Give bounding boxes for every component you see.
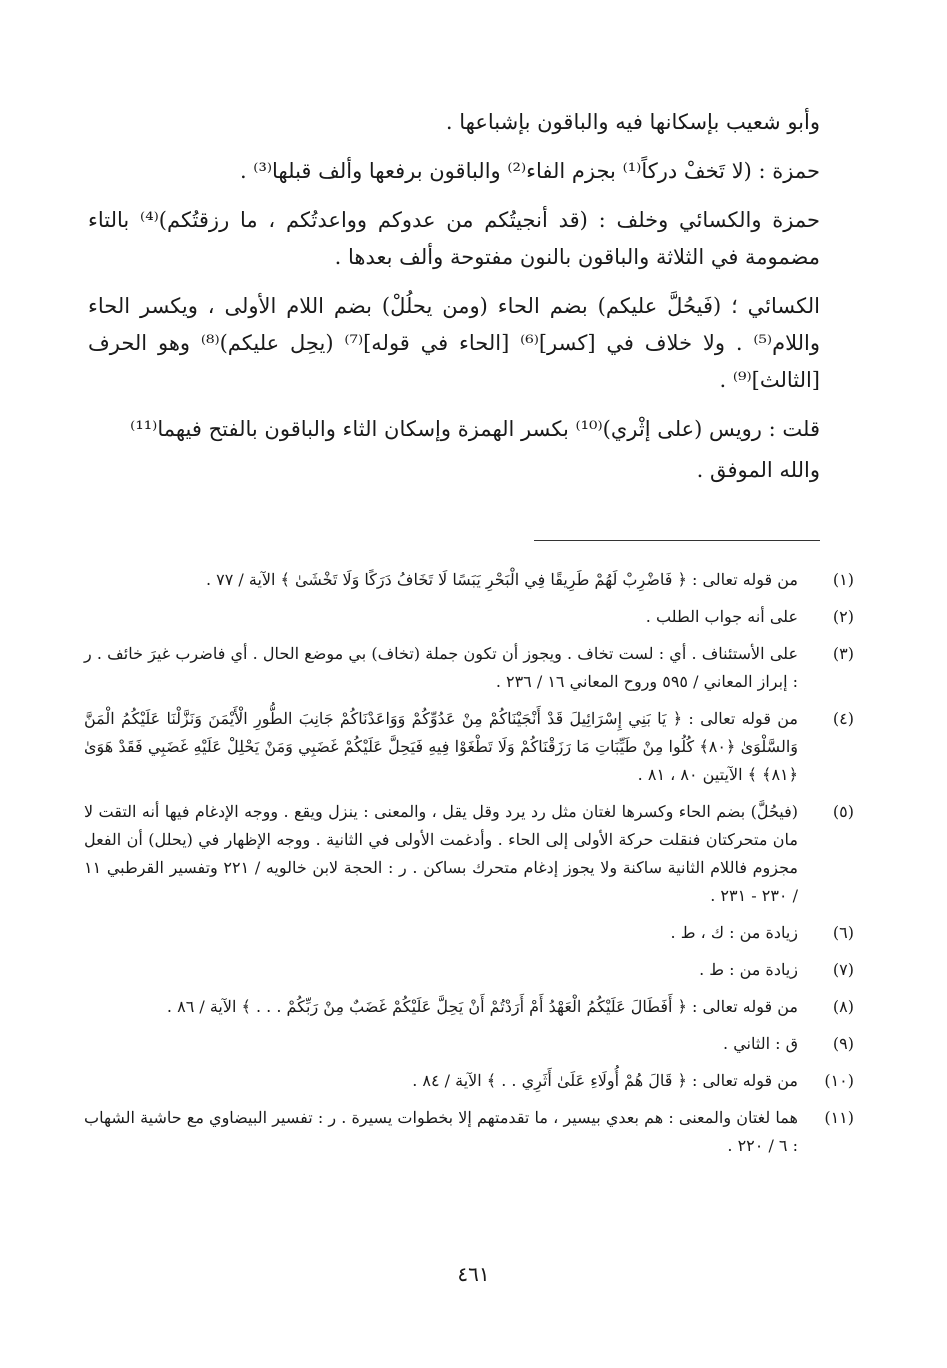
paragraph: حمزة : (لا تَخفْ دركاً⁽¹⁾ بجزم الفاء⁽²⁾ والباقون برفعها وألف قبلها⁽³⁾ . [239,159,820,183]
footnote-text: من قوله تعالى : ﴿ فَاضْرِبْ لَهُمْ طَرِيقًا فِي الْبَحْرِ يَبَسًا لَا تَخَافُ دَرَكًا وَلَا تَخْشَىٰ ﴾ الآية / ٧٧ . [205,570,798,589]
footnote [84,603,854,631]
footnote-number: (٨) [832,997,854,1016]
footnote [84,1104,854,1160]
paragraph: قلت : رويس (على إثْري)⁽¹⁰⁾ بكسر الهمزة وإسكان الثاء والباقون بالفتح فيهما⁽¹¹⁾ [130,417,820,441]
footnote-number: (٢) [832,607,854,626]
paragraph: وأبو شعيب بإسكانها فيه والباقون بإشباعها . [445,110,820,134]
footnote-number: (١١) [824,1108,854,1127]
footnote-number: (١) [832,570,854,589]
footnote-text: من قوله تعالى : ﴿ قَالَ هُمْ أُولَاءِ عَلَىٰ أَثَرِي . . ﴾ الآية / ٨٤ . [412,1071,798,1090]
footnote [84,956,854,984]
footnote-text: من قوله تعالى : ﴿ يَا بَنِي إِسْرَائِيلَ قَدْ أَنْجَيْنَاكُمْ مِنْ عَدُوِّكُمْ وَوَاعَدْنَاكُمْ جَانِبَ الطُّورِ الْأَيْمَنَ وَنَزَّلْنَا عَلَيْكُمُ الْمَنَّ وَالسَّلْوَىٰ ﴿٨٠﴾ كُلُوا مِنْ طَيِّبَاتِ مَا رَزَقْنَاكُمْ وَلَا تَطْغَوْا فِيهِ فَيَحِلَّ عَلَيْكُمْ غَضَبِي وَمَنْ يَحْلِلْ عَلَيْهِ غَضَبِي فَقَدْ هَوَىٰ ﴿٨١﴾ ﴾ الآيتين ٨٠ ، ٨١ . [84,709,798,784]
footnote-text: (فيحُلَّ) بضم الحاء وكسرها لغتان مثل رد يرد وقل يقل ، والمعنى : ينزل ويقع . ووجه الإدغام فيها أنه التقت لا مان متحركتان فنقلت حركة الأولى إلى الحاء . وأدغمت الأولى في الثانية . ووجه الإظهار في (يحلل) أن الفعل مجزوم فاللام الثانية ساكنة ولا يجوز إدغام متحرك بساكن . ر : الحجة لابن خالويه / ٢٢١ وتفسير القرطبي ١١ / ٢٣٠ - ٢٣١ . [84,802,799,905]
paragraph: والله الموفق . [696,458,820,482]
page-number: ٤٦١ [457,1262,490,1286]
footnote-text: هما لغتان والمعنى : هم بعدي بيسير ، ما تقدمتهم إلا بخطوات يسيرة . ر : تفسير البيضاوي مع حاشية الشهاب : ٦ / ٢٢٠ . [84,1108,798,1155]
footnote-number: (٦) [832,923,854,942]
footnote-text: على أنه جواب الطلب . [645,607,798,626]
footnote-text: زيادة من : ط . [699,960,798,979]
footnote [84,919,854,947]
footnotes [84,566,854,1169]
footnote [84,705,854,789]
paragraph: الكسائي ؛ (فَيحُلَّ عليكم) بضم الحاء (ومن يحلُلْ) بضم اللام الأولى ، ويكسر الحاء واللام⁽⁵⁾ . ولا خلاف في [كسر]⁽⁶⁾ [الحاء في قوله]⁽⁷⁾ (يحِل عليكم)⁽⁸⁾ وهو الحرف [الثالث]⁽⁹⁾ . [88,294,820,392]
footnote [84,798,854,910]
footnote-number: (٣) [832,644,854,663]
footnote-text: على الأستئناف . أي : لست تخاف . ويجوز أن تكون جملة (تخاف) بي موضع الحال . أي فاضرب غيرَ خائف . ر : إبراز المعاني / ٥٩٥ وروح المعاني ١٦ / ٢٣٦ . [84,644,798,691]
footnote [84,1067,854,1095]
paragraph: حمزة والكسائي وخلف : (قد أنجيتُكم من عدوكم وواعدتُكم ، ما رزقتُكم)⁽⁴⁾ بالتاء مضمومة في الثلاثة والباقون بالنون مفتوحة وألف بعدها . [88,208,820,269]
footnote-number: (٤) [832,709,854,728]
footnote-divider [534,540,820,541]
footnote [84,566,854,594]
footnote-number: (٩) [832,1034,854,1053]
main-text [88,104,820,501]
footnote-text: ق : الثاني . [723,1034,798,1053]
footnote-number: (٧) [832,960,854,979]
footnote [84,993,854,1021]
footnote-text: من قوله تعالى : ﴿ أَفَطَالَ عَلَيْكُمُ الْعَهْدُ أَمْ أَرَدْتُمْ أَنْ يَحِلَّ عَلَيْكُمْ غَضَبٌ مِنْ رَبِّكُمْ . . . ﴾ الآية / ٨٦ . [166,997,798,1016]
footnote-number: (٥) [832,802,854,821]
footnote-number: (١٠) [824,1071,854,1090]
footnote [84,1030,854,1058]
footnote [84,640,854,696]
footnote-text: زيادة من : ك ، ط . [670,923,798,942]
